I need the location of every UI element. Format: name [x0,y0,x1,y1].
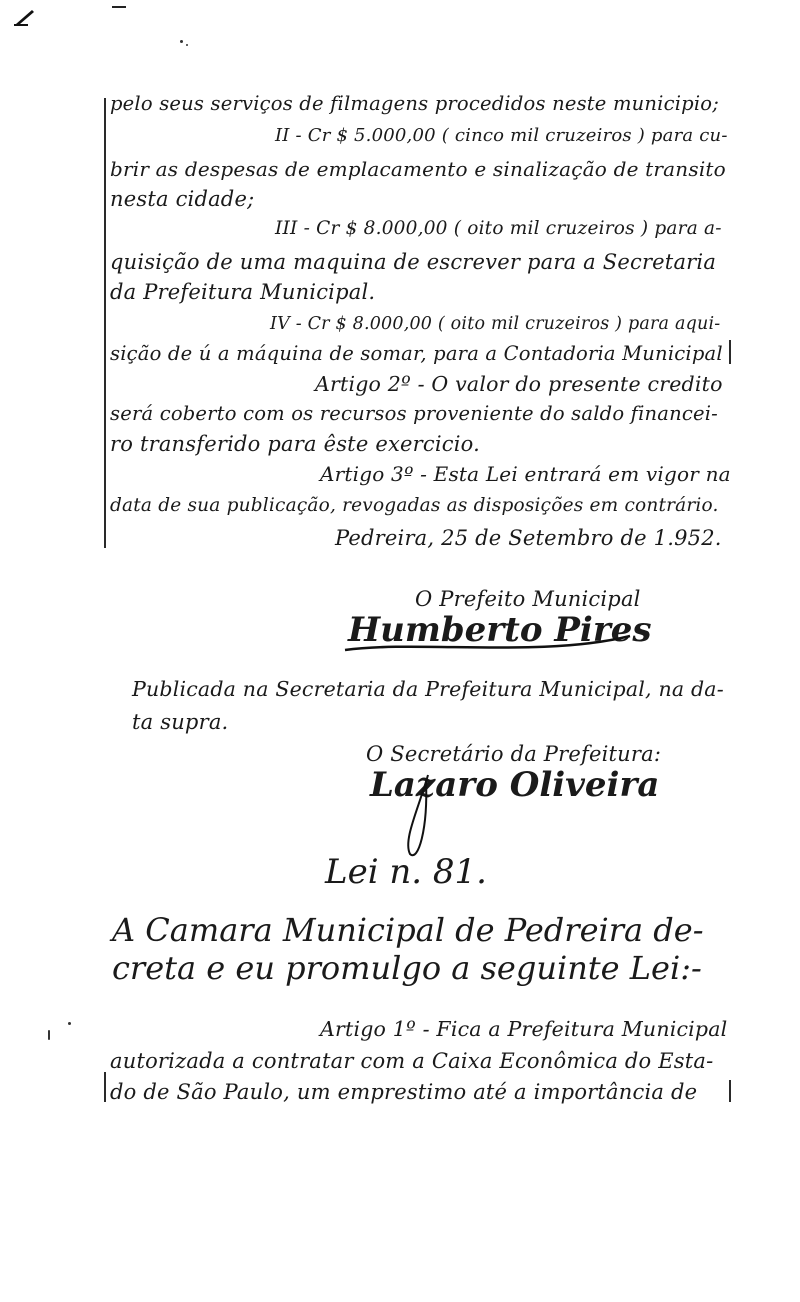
text-line: IV - Cr $ 8.000,00 ( oito mil cruzeiros ) para aqui- [270,314,721,334]
text-line: quisição de uma maquina de escrever para a Secretaria [110,250,717,274]
signature-flourish-icon [340,630,640,660]
text-line: pelo seus serviços de filmagens procedidos neste municipio; [110,92,719,115]
article-line: autorizada a contratar com a Caixa Econômica do Esta- [110,1049,714,1073]
decree-line: A Camara Municipal de Pedreira de- [112,911,704,949]
publication-line: ta supra. [132,710,229,734]
secretary-title: O Secretário da Prefeitura: [366,742,662,766]
text-line: nesta cidade; [110,187,255,211]
text-line: Artigo 2º - O valor do presente credito [315,372,723,396]
text-line: data de sua publicação, revogadas as disposições em contrário. [110,495,719,516]
left-margin-rule [104,98,106,548]
scan-speck [186,44,188,46]
decree-line: creta e eu promulgo a seguinte Lei:- [112,949,702,987]
article-line: Artigo 1º - Fica a Prefeitura Municipal [320,1017,728,1041]
scan-speck [180,40,183,43]
text-line: brir as despesas de emplacamento e sinalização de transito [110,157,726,181]
place-date-line: Pedreira, 25 de Setembro de 1.952. [335,526,722,550]
text-line: será coberto com os recursos proveniente do saldo financei- [110,402,718,425]
left-margin-rule [104,1072,106,1102]
secretary-signature: Lazaro Oliveira [370,765,660,805]
text-line: ro transferido para êste exercicio. [110,432,480,456]
article-line: do de São Paulo, um emprestimo até a importância de [110,1080,698,1104]
publication-line: Publicada na Secretaria da Prefeitura Municipal, na da- [132,677,724,701]
text-line: II - Cr $ 5.000,00 ( cinco mil cruzeiros ) para cu- [275,125,728,146]
law-heading: Lei n. 81. [325,852,487,892]
scan-speck [48,1030,50,1040]
scan-speck [68,1022,71,1025]
text-line: Artigo 3º - Esta Lei entrará em vigor na [320,462,731,486]
scan-dash [112,6,126,8]
mayor-title: O Prefeito Municipal [415,587,641,611]
pen-mark-icon [14,6,38,26]
text-line: da Prefeitura Municipal. [110,280,376,304]
text-line: III - Cr $ 8.000,00 ( oito mil cruzeiros ) para a- [275,218,722,239]
mayor-signature: Humberto Pires [348,610,652,650]
text-line: sição de ú a máquina de somar, para a Contadoria Municipal [110,342,723,365]
signature-flourish-icon [398,770,458,860]
